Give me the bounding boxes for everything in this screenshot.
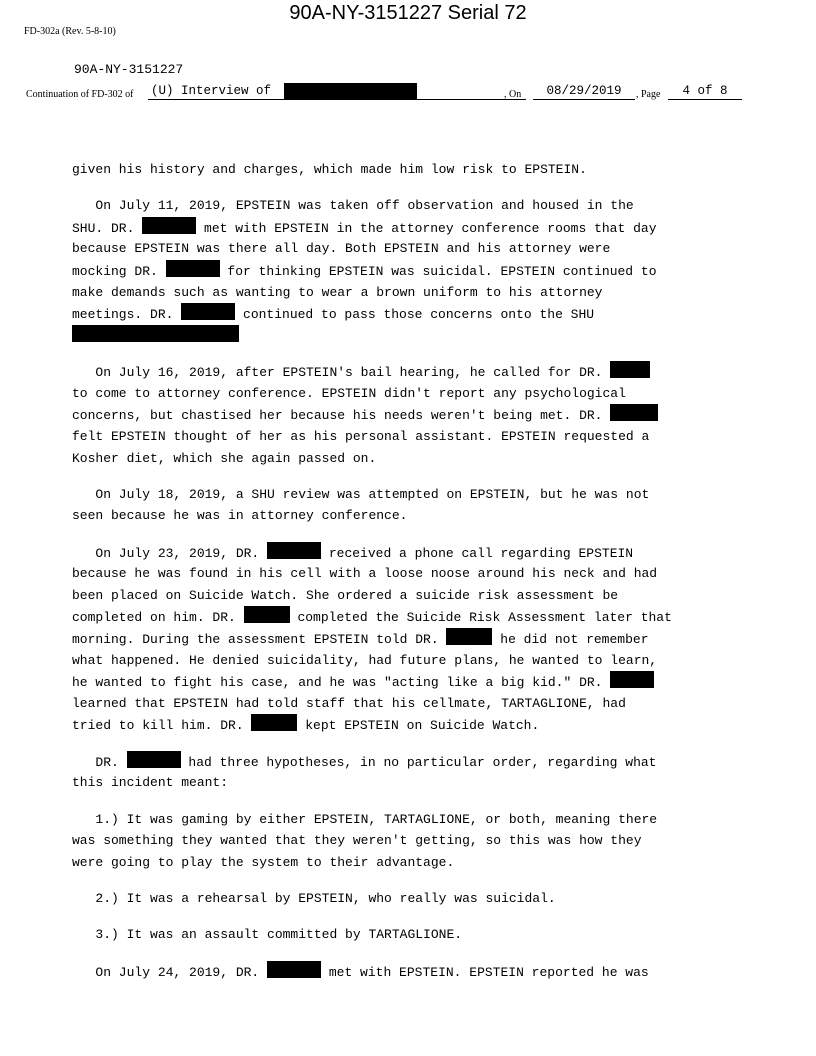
paragraph xyxy=(72,751,752,794)
text-segment: On July 24, 2019, DR. xyxy=(72,964,268,980)
text-segment: met with EPSTEIN in the attorney conference rooms that day xyxy=(196,220,657,236)
text-line: because he was found in his cell with a loose noose around his neck and had xyxy=(72,566,658,582)
redaction-box xyxy=(610,671,654,688)
text-line xyxy=(72,325,752,347)
redaction-box xyxy=(267,542,321,559)
text-line xyxy=(72,404,752,426)
paragraph xyxy=(72,195,752,346)
on-label: , On xyxy=(504,89,522,100)
paragraph xyxy=(72,924,752,946)
file-number: 90A-NY-3151227 xyxy=(74,62,184,77)
text-line xyxy=(72,606,752,628)
redaction-box xyxy=(610,361,650,378)
text-line xyxy=(72,542,752,564)
redaction-box xyxy=(284,83,417,100)
text-line: 3.) It was an assault committed by TARTAGLIONE. xyxy=(72,927,463,943)
redaction-box xyxy=(610,404,658,421)
paragraph xyxy=(72,961,752,983)
text-segment: On July 16, 2019, after EPSTEIN's bail hearing, he called for DR. xyxy=(72,365,611,381)
text-line: were going to play the system to their advantage. xyxy=(72,854,455,870)
page-label: , Page xyxy=(636,89,661,100)
text-segment: completed the Suicide Risk Assessment later that xyxy=(289,610,672,626)
redaction-box xyxy=(72,325,239,342)
page-number: 4 of 8 xyxy=(668,84,742,100)
text-line xyxy=(72,751,752,773)
document-body xyxy=(72,159,752,997)
text-segment: morning. During the assessment EPSTEIN told DR. xyxy=(72,632,447,648)
redaction-box xyxy=(446,628,492,645)
text-line: On July 11, 2019, EPSTEIN was taken off observation and housed in the xyxy=(72,198,634,214)
form-number: FD-302a (Rev. 5-8-10) xyxy=(24,26,116,37)
text-segment: SHU. DR. xyxy=(72,220,143,236)
text-line xyxy=(72,260,752,282)
paragraph xyxy=(72,542,752,736)
redaction-box xyxy=(244,606,290,623)
text-segment: On July 23, 2019, DR. xyxy=(72,545,268,561)
redaction-box xyxy=(251,714,297,731)
paragraph xyxy=(72,809,752,874)
text-segment: mocking DR. xyxy=(72,264,166,280)
text-line: Kosher diet, which she again passed on. xyxy=(72,450,377,466)
text-segment: met with EPSTEIN. EPSTEIN reported he was xyxy=(321,964,649,980)
text-line xyxy=(72,671,752,693)
text-segment: for thinking EPSTEIN was suicidal. EPSTEIN continued to xyxy=(219,264,657,280)
text-line xyxy=(72,361,752,383)
text-line: to come to attorney conference. EPSTEIN didn't report any psychological xyxy=(72,385,626,401)
text-line: this incident meant: xyxy=(72,775,229,791)
document-serial: 90A-NY-3151227 Serial 72 xyxy=(289,2,527,24)
redaction-box xyxy=(181,303,235,320)
redaction-box xyxy=(166,260,220,277)
text-segment: meetings. DR. xyxy=(72,307,182,323)
text-segment: he did not remember xyxy=(492,632,649,648)
text-line: On July 18, 2019, a SHU review was attempted on EPSTEIN, but he was not xyxy=(72,486,650,502)
redaction-box xyxy=(127,751,181,768)
paragraph xyxy=(72,159,752,181)
interview-subject: (U) Interview of xyxy=(151,84,272,98)
text-line: learned that EPSTEIN had told staff that his cellmate, TARTAGLIONE, had xyxy=(72,695,626,711)
text-line: felt EPSTEIN thought of her as his personal assistant. EPSTEIN requested a xyxy=(72,428,650,444)
paragraph xyxy=(72,888,752,910)
text-line xyxy=(72,628,752,650)
text-line xyxy=(72,714,752,736)
text-line: given his history and charges, which made him low risk to EPSTEIN. xyxy=(72,162,587,177)
continuation-line xyxy=(26,84,756,102)
paragraph xyxy=(72,361,752,469)
text-line xyxy=(72,961,752,983)
text-segment: concerns, but chastised her because his needs weren't being met. DR. xyxy=(72,408,611,424)
text-segment: had three hypotheses, in no particular order, regarding what xyxy=(180,754,657,770)
text-line: seen because he was in attorney conference. xyxy=(72,508,408,524)
text-line: what happened. He denied suicidality, had future plans, he wanted to learn, xyxy=(72,652,658,668)
text-segment: tried to kill him. DR. xyxy=(72,718,252,734)
interview-date: 08/29/2019 xyxy=(533,84,635,100)
text-segment: received a phone call regarding EPSTEIN xyxy=(321,545,634,561)
text-line: 1.) It was gaming by either EPSTEIN, TARTAGLIONE, or both, meaning there xyxy=(72,811,658,827)
text-line: make demands such as wanting to wear a brown uniform to his attorney xyxy=(72,284,603,300)
text-line: was something they wanted that they weren't getting, so this was how they xyxy=(72,833,642,849)
interview-subject-field xyxy=(148,84,526,100)
text-line xyxy=(72,303,752,325)
redaction-box xyxy=(267,961,321,978)
paragraph xyxy=(72,484,752,527)
continuation-label: Continuation of FD-302 of xyxy=(26,89,134,100)
text-segment: continued to pass those concerns onto the SHU xyxy=(235,307,595,323)
text-segment: he wanted to fight his case, and he was "acting like a big kid." DR. xyxy=(72,675,611,691)
text-line: been placed on Suicide Watch. She ordered a suicide risk assessment be xyxy=(72,587,619,603)
text-segment: kept EPSTEIN on Suicide Watch. xyxy=(297,718,540,734)
text-line xyxy=(72,217,752,239)
redaction-box xyxy=(142,217,196,234)
text-segment: completed on him. DR. xyxy=(72,610,244,626)
text-segment: DR. xyxy=(72,754,127,770)
text-line: because EPSTEIN was there all day. Both EPSTEIN and his attorney were xyxy=(72,241,611,257)
text-line: 2.) It was a rehearsal by EPSTEIN, who really was suicidal. xyxy=(72,891,556,907)
